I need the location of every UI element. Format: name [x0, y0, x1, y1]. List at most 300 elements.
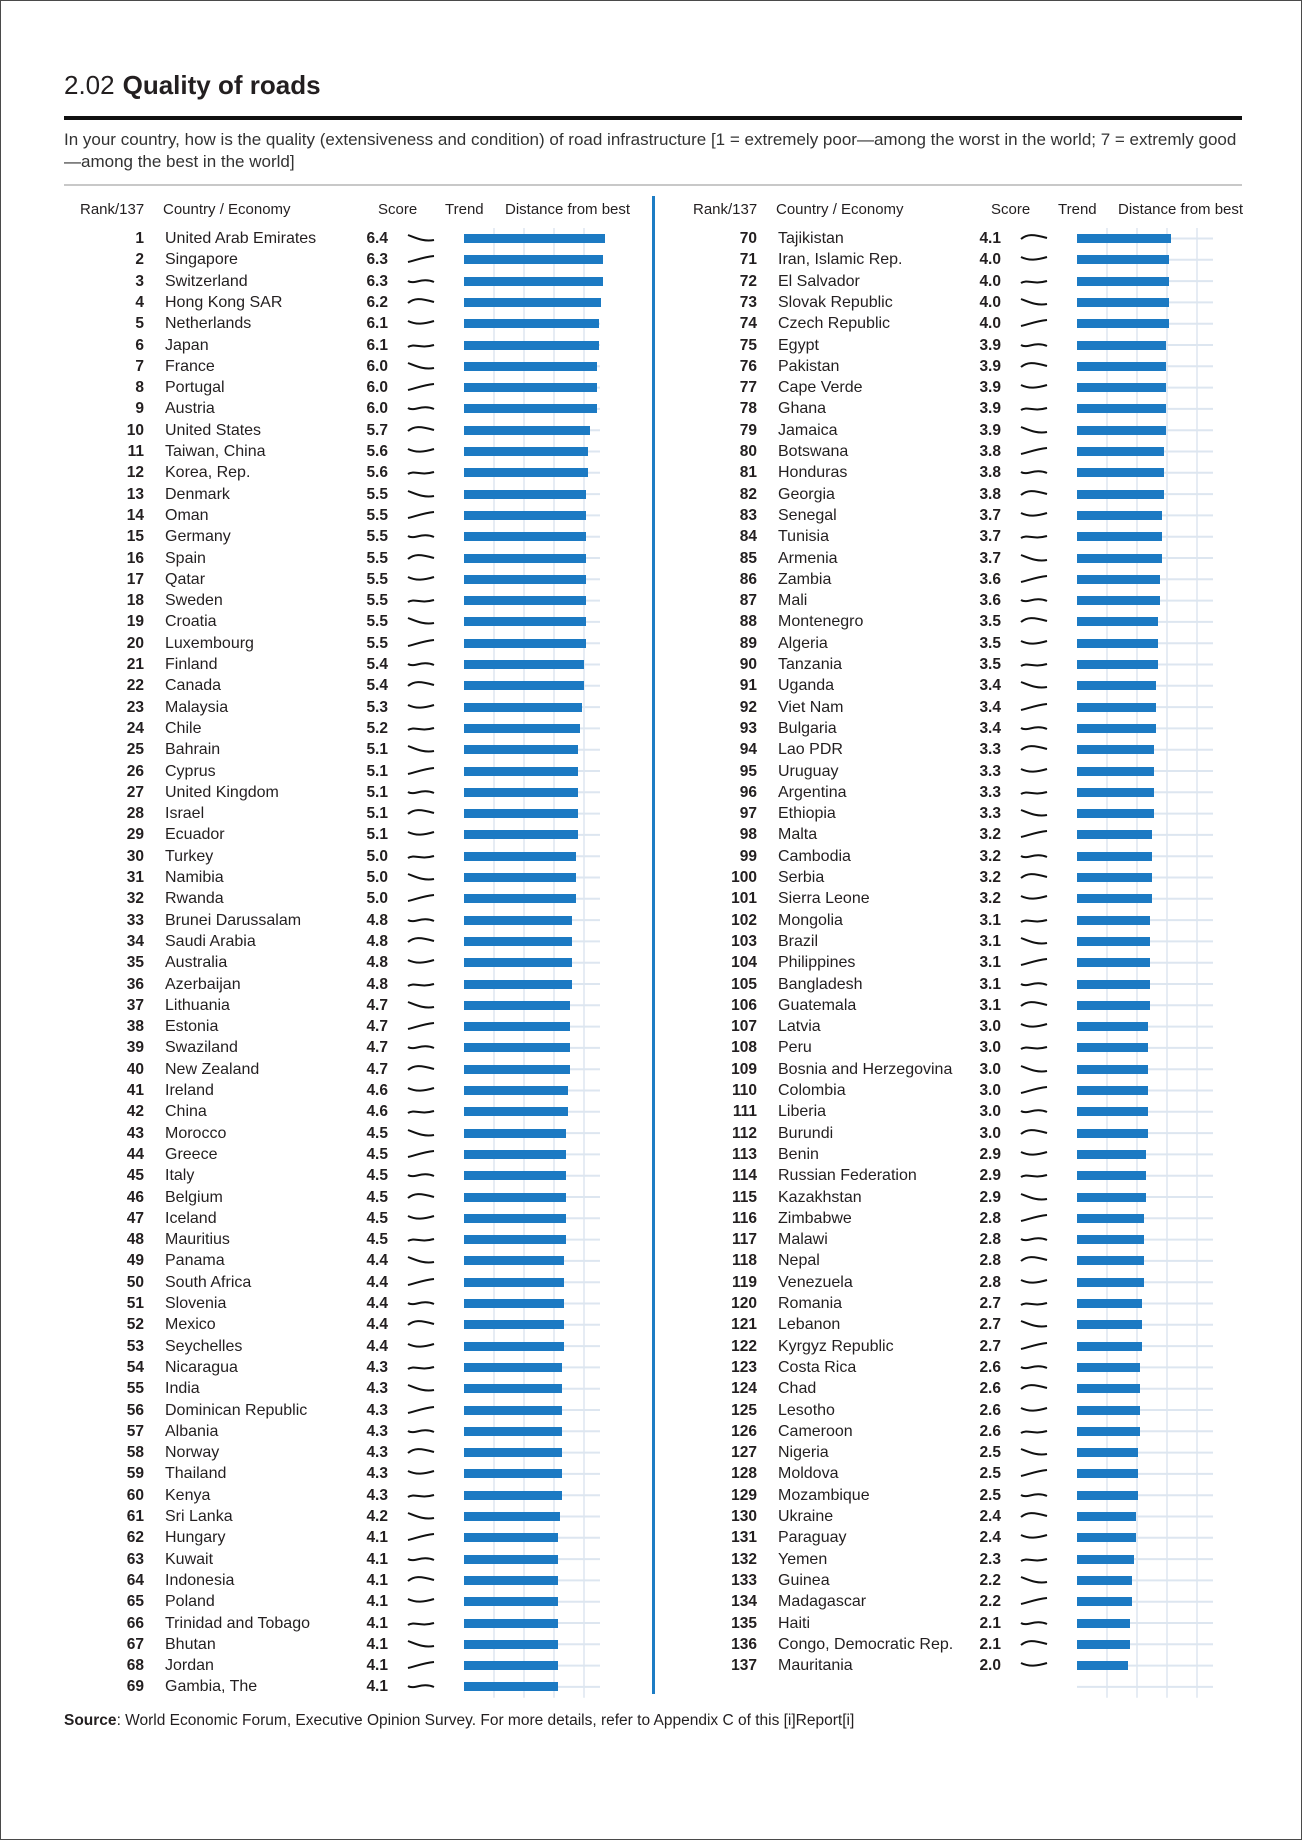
trend-sparkline-icon — [406, 677, 436, 694]
rank-value: 126 — [731, 1422, 757, 1440]
table-row — [677, 1613, 1237, 1634]
rank-value: 38 — [126, 1018, 144, 1036]
table-row — [64, 484, 624, 505]
score-value: 4.5 — [366, 1231, 388, 1249]
rank-value: 29 — [126, 826, 144, 844]
score-value: 2.8 — [979, 1273, 1001, 1291]
trend-sparkline-icon — [1019, 1316, 1049, 1333]
table-row — [677, 313, 1237, 334]
country-name: Bangladesh — [778, 975, 863, 993]
trend-sparkline-icon — [1019, 1487, 1049, 1504]
score-bar — [1077, 1597, 1132, 1606]
country-name: Viet Nam — [778, 698, 844, 716]
score-bar — [1077, 1363, 1140, 1372]
score-value: 4.3 — [366, 1465, 388, 1483]
score-bar — [1077, 341, 1166, 350]
table-row — [64, 739, 624, 760]
score-bar — [464, 341, 599, 350]
score-bar — [464, 852, 576, 861]
rank-value: 84 — [739, 528, 757, 546]
table-row — [64, 1187, 624, 1208]
trend-sparkline-icon — [1019, 635, 1049, 652]
trend-sparkline-icon — [406, 358, 436, 375]
table-row — [64, 1591, 624, 1612]
header-rank-right: Rank/137 — [693, 201, 758, 218]
score-value: 2.9 — [979, 1188, 1001, 1206]
country-name: Trinidad and Tobago — [165, 1614, 310, 1632]
table-row — [64, 611, 624, 632]
score-bar — [1077, 383, 1166, 392]
country-name: Mauritania — [778, 1657, 853, 1675]
table-row — [677, 1144, 1237, 1165]
table-row — [64, 356, 624, 377]
country-name: Guatemala — [778, 996, 857, 1014]
country-name: Singapore — [165, 251, 238, 269]
trend-sparkline-icon — [406, 507, 436, 524]
score-bar — [464, 1448, 562, 1457]
score-value: 3.0 — [979, 1039, 1001, 1057]
score-bar — [464, 1619, 558, 1628]
header-rank-left: Rank/137 — [80, 201, 145, 218]
table-row — [64, 1634, 624, 1655]
score-value: 3.9 — [979, 379, 1001, 397]
score-value: 2.4 — [979, 1508, 1001, 1525]
score-bar — [1077, 873, 1152, 882]
score-bar — [1077, 745, 1154, 754]
trend-sparkline-icon — [406, 976, 436, 993]
country-name: Belgium — [165, 1188, 223, 1206]
table-row — [677, 697, 1237, 718]
table-row — [677, 974, 1237, 995]
country-name: Kenya — [165, 1486, 211, 1504]
rank-value: 79 — [739, 421, 757, 439]
score-bar — [1077, 937, 1150, 946]
table-row — [64, 377, 624, 398]
rank-value: 70 — [739, 230, 757, 247]
country-name: Rwanda — [165, 890, 224, 908]
score-value: 3.3 — [979, 762, 1001, 780]
rank-value: 94 — [739, 741, 757, 759]
score-value: 3.0 — [979, 1060, 1001, 1078]
rank-value: 68 — [126, 1657, 144, 1675]
score-value: 5.5 — [366, 549, 388, 567]
score-value: 5.5 — [366, 634, 388, 652]
score-bar — [1077, 830, 1152, 839]
rank-value: 30 — [126, 847, 144, 865]
table-row — [677, 1250, 1237, 1271]
score-value: 4.4 — [366, 1316, 388, 1334]
table-row — [64, 888, 624, 909]
rank-value: 16 — [126, 549, 144, 567]
rank-value: 117 — [731, 1231, 757, 1249]
score-bar — [464, 703, 582, 712]
rank-value: 87 — [739, 592, 757, 610]
rank-value: 101 — [731, 890, 757, 908]
rank-value: 125 — [731, 1401, 757, 1419]
score-value: 2.2 — [979, 1593, 1001, 1611]
trend-sparkline-icon — [1019, 358, 1049, 375]
rank-value: 24 — [126, 719, 144, 737]
score-value: 3.9 — [979, 400, 1001, 418]
score-bar — [1077, 511, 1162, 520]
country-name: Georgia — [778, 485, 835, 503]
country-name: Lebanon — [778, 1316, 841, 1334]
score-value: 4.7 — [366, 996, 388, 1014]
rank-value: 120 — [731, 1295, 757, 1312]
score-value: 2.8 — [979, 1231, 1001, 1249]
trend-sparkline-icon — [406, 273, 436, 290]
score-bar — [464, 234, 605, 243]
score-bar — [464, 1469, 562, 1478]
table-row — [64, 1549, 624, 1570]
table-row — [64, 718, 624, 739]
rank-value: 34 — [126, 932, 144, 950]
rank-value: 83 — [739, 506, 757, 524]
score-value: 3.7 — [979, 528, 1001, 546]
country-name: Lithuania — [165, 996, 230, 1014]
score-value: 4.1 — [366, 1635, 388, 1653]
score-bar — [464, 1320, 564, 1329]
trend-sparkline-icon — [406, 1402, 436, 1419]
rank-value: 130 — [731, 1508, 757, 1525]
trend-sparkline-icon — [406, 550, 436, 567]
trend-sparkline-icon — [1019, 1380, 1049, 1397]
rank-value: 45 — [126, 1167, 144, 1185]
trend-sparkline-icon — [1019, 699, 1049, 716]
table-row — [677, 611, 1237, 632]
trend-sparkline-icon — [406, 1316, 436, 1333]
table-row — [64, 782, 624, 803]
country-name: Netherlands — [165, 315, 252, 333]
rank-value: 15 — [126, 528, 144, 546]
score-value: 2.1 — [979, 1614, 1001, 1632]
score-bar — [1077, 468, 1164, 477]
score-value: 3.5 — [979, 634, 1001, 652]
table-row — [64, 995, 624, 1016]
country-name: Croatia — [165, 613, 217, 631]
rank-value: 50 — [126, 1273, 144, 1291]
rank-value: 116 — [731, 1209, 757, 1227]
country-name: Poland — [165, 1593, 215, 1611]
score-bar — [464, 1278, 564, 1287]
table-row — [677, 824, 1237, 845]
score-value: 3.0 — [979, 1082, 1001, 1099]
rank-value: 111 — [732, 1103, 757, 1121]
score-bar — [464, 1597, 558, 1606]
rank-value: 106 — [731, 996, 757, 1014]
country-name: Mongolia — [778, 911, 843, 929]
country-name: Czech Republic — [778, 315, 891, 333]
table-row — [677, 1421, 1237, 1442]
trend-sparkline-icon — [406, 1018, 436, 1035]
score-value: 5.1 — [366, 805, 388, 823]
score-value: 3.6 — [979, 592, 1001, 610]
table-row — [64, 1229, 624, 1250]
country-name: Venezuela — [778, 1273, 853, 1291]
trend-sparkline-icon — [1019, 251, 1049, 268]
country-name: Dominican Republic — [165, 1401, 308, 1419]
table-row — [677, 590, 1237, 611]
table-row — [64, 633, 624, 654]
rank-value: 39 — [126, 1039, 144, 1057]
score-bar — [1077, 596, 1160, 605]
country-name: Japan — [165, 336, 209, 354]
trend-sparkline-icon — [406, 1529, 436, 1546]
score-value: 2.2 — [979, 1571, 1001, 1589]
country-name: Namibia — [165, 869, 224, 886]
country-name: United Arab Emirates — [165, 230, 317, 247]
score-bar — [1077, 958, 1150, 967]
score-value: 3.9 — [979, 357, 1001, 375]
table-row — [677, 484, 1237, 505]
score-value: 4.4 — [366, 1337, 388, 1355]
score-bar — [1077, 1491, 1138, 1500]
table-row — [64, 441, 624, 462]
rank-value: 55 — [126, 1380, 144, 1398]
country-name: Hungary — [165, 1529, 226, 1547]
rank-value: 31 — [126, 869, 144, 886]
score-value: 2.6 — [979, 1401, 1001, 1419]
score-bar — [464, 617, 586, 626]
score-value: 3.3 — [979, 783, 1001, 801]
trend-sparkline-icon — [406, 1295, 436, 1312]
score-value: 5.7 — [366, 421, 388, 439]
country-name: Turkey — [165, 847, 214, 865]
trend-sparkline-icon — [1019, 1402, 1049, 1419]
country-name: Morocco — [165, 1124, 227, 1142]
country-name: Mexico — [165, 1316, 216, 1334]
country-name: Mauritius — [165, 1231, 230, 1249]
score-bar — [464, 298, 601, 307]
trend-sparkline-icon — [1019, 912, 1049, 929]
score-bar — [464, 362, 597, 371]
trend-sparkline-icon — [1019, 230, 1049, 247]
score-value: 2.9 — [979, 1167, 1001, 1185]
rank-value: 53 — [126, 1337, 144, 1355]
country-name: Uruguay — [778, 762, 839, 780]
score-bar — [464, 1001, 570, 1010]
rank-value: 1 — [135, 230, 144, 247]
country-name: Honduras — [778, 464, 848, 482]
score-bar — [1077, 1576, 1132, 1585]
table-row — [64, 1527, 624, 1548]
score-bar — [1077, 1278, 1144, 1287]
score-bar — [1077, 1171, 1146, 1180]
table-row — [677, 1400, 1237, 1421]
trend-sparkline-icon — [1019, 1252, 1049, 1269]
score-bar — [464, 511, 586, 520]
score-value: 6.0 — [366, 400, 388, 418]
table-row — [677, 1378, 1237, 1399]
table-row — [64, 1655, 624, 1676]
trend-sparkline-icon — [406, 635, 436, 652]
score-bar — [1077, 980, 1150, 989]
trend-sparkline-icon — [406, 1039, 436, 1056]
trend-sparkline-icon — [406, 443, 436, 460]
table-row — [677, 356, 1237, 377]
score-bar — [1077, 660, 1158, 669]
score-bar — [464, 1406, 562, 1415]
rank-value: 89 — [739, 634, 757, 652]
rank-value: 12 — [126, 464, 144, 482]
rank-value: 131 — [731, 1529, 757, 1547]
trend-sparkline-icon — [406, 251, 436, 268]
table-row — [64, 1123, 624, 1144]
country-name: Tunisia — [778, 528, 829, 546]
table-row — [677, 1591, 1237, 1612]
trend-sparkline-icon — [1019, 1125, 1049, 1142]
country-name: Taiwan, China — [165, 443, 266, 460]
rank-value: 49 — [126, 1252, 144, 1270]
table-row — [64, 1400, 624, 1421]
score-value: 2.5 — [979, 1444, 1001, 1462]
score-bar — [1077, 1065, 1148, 1074]
score-bar — [1077, 1150, 1146, 1159]
page-title — [64, 70, 321, 101]
score-value: 5.1 — [366, 783, 388, 801]
trend-sparkline-icon — [1019, 976, 1049, 993]
rank-value: 14 — [126, 506, 144, 524]
country-name: United Kingdom — [165, 783, 279, 801]
country-name: Slovenia — [165, 1295, 227, 1312]
rank-value: 136 — [731, 1635, 757, 1653]
country-name: New Zealand — [165, 1060, 260, 1078]
score-value: 5.2 — [366, 719, 388, 737]
score-bar — [1077, 426, 1166, 435]
trend-sparkline-icon — [406, 1082, 436, 1099]
header-trend-left: Trend — [445, 201, 484, 218]
score-bar — [1077, 1193, 1146, 1202]
score-value: 4.8 — [366, 954, 388, 972]
trend-sparkline-icon — [1019, 656, 1049, 673]
trend-sparkline-icon — [1019, 464, 1049, 481]
country-name: Slovak Republic — [778, 293, 893, 311]
score-bar — [1077, 1512, 1136, 1521]
score-value: 2.7 — [979, 1295, 1001, 1312]
country-name: Nepal — [778, 1252, 820, 1270]
country-name: Cape Verde — [778, 379, 863, 397]
score-value: 3.3 — [979, 805, 1001, 823]
trend-sparkline-icon — [406, 230, 436, 247]
score-bar — [1077, 1533, 1136, 1542]
rank-value: 103 — [731, 932, 757, 950]
score-value: 5.1 — [366, 762, 388, 780]
rank-value: 51 — [126, 1295, 144, 1312]
trend-sparkline-icon — [1019, 1274, 1049, 1291]
score-bar — [464, 767, 578, 776]
table-row — [64, 1463, 624, 1484]
score-bar — [464, 916, 572, 925]
rank-value: 10 — [126, 421, 144, 439]
trend-sparkline-icon — [406, 400, 436, 417]
trend-sparkline-icon — [406, 1636, 436, 1653]
score-bar — [464, 575, 586, 584]
score-value: 4.1 — [366, 1614, 388, 1632]
rank-value: 134 — [731, 1593, 757, 1611]
trend-sparkline-icon — [406, 656, 436, 673]
score-value: 2.5 — [979, 1486, 1001, 1504]
table-row — [677, 505, 1237, 526]
source-label: Source — [64, 1712, 117, 1729]
country-name: Azerbaijan — [165, 975, 241, 993]
score-value: 6.3 — [366, 251, 388, 269]
score-value: 6.0 — [366, 357, 388, 375]
country-name: Switzerland — [165, 272, 248, 290]
rank-value: 37 — [126, 996, 144, 1014]
rank-value: 63 — [126, 1550, 144, 1568]
country-name: Bhutan — [165, 1635, 216, 1653]
rank-value: 27 — [126, 783, 144, 801]
rank-value: 99 — [739, 847, 757, 865]
trend-sparkline-icon — [406, 805, 436, 822]
table-row — [64, 1144, 624, 1165]
rank-value: 21 — [126, 656, 144, 673]
score-bar — [464, 1491, 562, 1500]
rank-value: 132 — [731, 1550, 757, 1568]
table-row — [677, 995, 1237, 1016]
country-name: Seychelles — [165, 1337, 243, 1355]
country-name: Kuwait — [165, 1550, 214, 1568]
rank-value: 52 — [126, 1316, 144, 1334]
score-value: 3.8 — [979, 485, 1001, 503]
score-value: 5.1 — [366, 826, 388, 844]
table-row — [677, 1314, 1237, 1335]
score-bar — [1077, 1427, 1140, 1436]
trend-sparkline-icon — [406, 1274, 436, 1291]
score-bar — [1077, 404, 1166, 413]
trend-sparkline-icon — [1019, 507, 1049, 524]
country-name: Cyprus — [165, 762, 216, 780]
source-note — [64, 1712, 854, 1730]
country-name: Indonesia — [165, 1571, 235, 1589]
table-row — [677, 1187, 1237, 1208]
trend-sparkline-icon — [406, 1551, 436, 1568]
country-name: Paraguay — [778, 1529, 847, 1547]
rank-value: 33 — [126, 911, 144, 929]
table-row — [64, 228, 624, 249]
trend-sparkline-icon — [1019, 890, 1049, 907]
rank-value: 41 — [126, 1082, 144, 1099]
table-row — [677, 420, 1237, 441]
trend-sparkline-icon — [1019, 1082, 1049, 1099]
country-name: Liberia — [778, 1103, 827, 1121]
trend-sparkline-icon — [406, 1103, 436, 1120]
country-name: Yemen — [778, 1550, 828, 1568]
trend-sparkline-icon — [406, 890, 436, 907]
table-row — [64, 590, 624, 611]
table-row — [64, 1165, 624, 1186]
country-name: Hong Kong SAR — [165, 293, 283, 311]
table-row — [677, 1336, 1237, 1357]
table-row — [677, 1357, 1237, 1378]
score-bar — [464, 404, 597, 413]
score-bar — [1077, 575, 1160, 584]
score-bar — [1077, 767, 1154, 776]
table-row — [677, 1059, 1237, 1080]
rank-value: 25 — [126, 741, 144, 759]
rank-value: 137 — [731, 1657, 757, 1675]
score-bar — [464, 1214, 566, 1223]
table-row — [677, 1123, 1237, 1144]
country-name: India — [165, 1380, 200, 1398]
country-name: Russian Federation — [778, 1167, 917, 1185]
trend-sparkline-icon — [1019, 315, 1049, 332]
score-value: 5.5 — [366, 485, 388, 503]
table-row — [677, 1208, 1237, 1229]
trend-sparkline-icon — [406, 464, 436, 481]
country-name: Costa Rica — [778, 1358, 857, 1376]
rank-value: 105 — [731, 975, 757, 993]
